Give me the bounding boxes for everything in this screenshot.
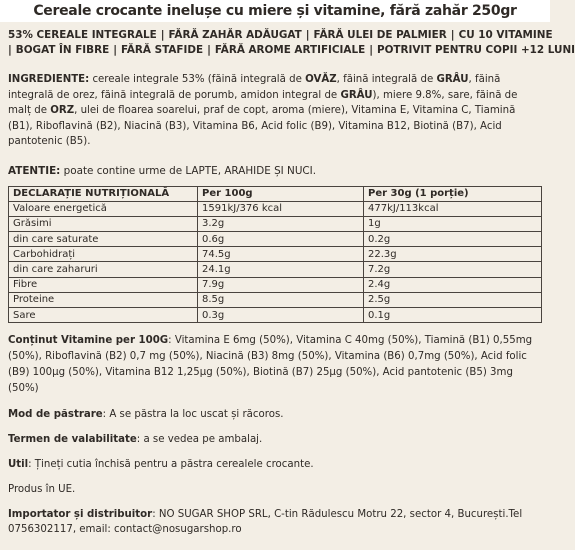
nutrition-header: DECLARAȚIE NUTRIȚIONALĂ bbox=[9, 186, 198, 201]
claims-line: 53% CEREALE INTEGRALE | FĂRĂ ZAHĂR ADĂUGAT | FĂRĂ ULEI DE PALMIER | CU 10 VITAMINE bbox=[8, 29, 553, 41]
usage-text: : Țineți cutia închisă pentru a păstra cerealele crocante. bbox=[28, 459, 314, 471]
claim: POTRIVIT PENTRU COPII +12 LUNI bbox=[376, 44, 575, 56]
nutrition-table bbox=[8, 186, 542, 324]
table-row bbox=[9, 262, 542, 277]
table-row bbox=[9, 247, 542, 262]
claim: FĂRĂ AROME ARTIFICIALE bbox=[214, 44, 366, 56]
nutrient-per-portion: 7.2g bbox=[364, 262, 542, 277]
claims-line: | BOGAT ÎN FIBRE | FĂRĂ STAFIDE | FĂRĂ AROME ARTIFICIALE | POTRIVIT PENTRU COPII +12 LUNI bbox=[8, 44, 575, 56]
claim: FĂRĂ ZAHĂR ADĂUGAT bbox=[168, 29, 302, 41]
validity-label: Termen de valabilitate bbox=[8, 434, 137, 446]
importer-info bbox=[8, 507, 542, 537]
importer-label: Importator și distribuitor bbox=[8, 509, 153, 521]
ingredients-allergen: ORZ bbox=[50, 105, 75, 116]
nutrient-per-100g: 74.5g bbox=[198, 247, 364, 262]
nutrient-name: Valoare energetică bbox=[9, 201, 198, 216]
nutrient-per-100g: 24.1g bbox=[198, 262, 364, 277]
nutrition-header-row bbox=[9, 186, 542, 201]
nutrient-per-100g: 0.6g bbox=[198, 232, 364, 247]
origin-info: Produs în UE. bbox=[8, 484, 76, 496]
nutrient-per-portion: 2.4g bbox=[364, 277, 542, 292]
allergen-text: poate contine urme de LAPTE, ARAHIDE ȘI NUCI. bbox=[60, 164, 317, 177]
table-row bbox=[9, 201, 542, 216]
ingredients-part: ), miere 9.8%, sare, făină de malț de bbox=[8, 89, 518, 116]
nutrient-name: Carbohidrați bbox=[9, 247, 198, 262]
claim: BOGAT ÎN FIBRE bbox=[15, 44, 110, 56]
ingredients-part: , făină integrală de bbox=[336, 74, 437, 85]
ingredients-allergen: OVĂZ bbox=[305, 74, 337, 85]
ingredients-allergen: GRÂU bbox=[340, 89, 373, 101]
claim: 53% CEREALE INTEGRALE bbox=[8, 29, 157, 41]
claim: CU 10 VITAMINE bbox=[458, 29, 553, 41]
storage-text: : A se păstra la loc uscat și răcoros. bbox=[102, 409, 284, 421]
ingredients-part: , făină integrală de orez, făină integrală de porumb, amidon integral de bbox=[8, 74, 501, 101]
validity-info bbox=[8, 432, 542, 447]
vitamin-content bbox=[8, 333, 542, 397]
nutrient-name: Fibre bbox=[9, 277, 198, 292]
nutrient-per-100g: 7.9g bbox=[198, 277, 364, 292]
nutrient-name: Proteine bbox=[9, 292, 198, 307]
product-title: Cereale crocante inelușe cu miere și vitamine, fără zahăr 250gr bbox=[33, 3, 517, 19]
nutrient-name: Grăsimi bbox=[9, 216, 198, 231]
nutrient-name: din care saturate bbox=[9, 232, 198, 247]
nutrition-header: Per 30g (1 porție) bbox=[364, 186, 542, 201]
vitamin-text: : Vitamina E 6mg (50%), Vitamina C 40mg (50%), Tiamină (B1) 0,55mg (50%), Riboflavină (B2) 0,7 mg (50%), Niacină (B3) 8mg (50%), Vitamina (B6) 0,7mg (50%), Acid folic (B9) 100μg (50%), Vitamina B12 1,25μg (50%), Biotină (B7) 25μg (50%), Acid pantotenic (B5) 3mg (50%) bbox=[8, 335, 533, 395]
nutrient-per-portion: 477kJ/113kcal bbox=[364, 201, 542, 216]
storage-info bbox=[8, 407, 542, 422]
claim: FĂRĂ STAFIDE bbox=[120, 44, 204, 56]
usage-tip bbox=[8, 457, 542, 472]
ingredients-part: cereale integrale 53% (făină integrală de bbox=[89, 74, 306, 85]
claim: FĂRĂ ULEI DE PALMIER bbox=[313, 29, 447, 41]
nutrient-per-portion: 22.3g bbox=[364, 247, 542, 262]
ingredients-allergen: GRÂU bbox=[436, 74, 469, 85]
ingredients-block bbox=[8, 72, 542, 150]
table-row bbox=[9, 308, 542, 323]
nutrient-per-portion: 2.5g bbox=[364, 292, 542, 307]
importer-text: : NO SUGAR SHOP SRL, C-tin Rădulescu Motru 22, sector 4, București.Tel 0756302117, email: contact@nosugarshop.ro bbox=[8, 509, 523, 536]
nutrition-header: Per 100g bbox=[198, 186, 364, 201]
table-row bbox=[9, 277, 542, 292]
storage-label: Mod de păstrare bbox=[8, 409, 103, 421]
allergen-label: ATENTIE: bbox=[8, 164, 61, 177]
ingredients-part: , ulei de floarea soarelui, praf de copt, aroma (miere), Vitamina E, Vitamina C, Tiamină (B1), Riboflavină (B2), Niacină (B3), Vitamina B6, Acid folic (B9), Vitamina B12, Biotină (B7), Acid pantotenic (B5). bbox=[8, 105, 516, 147]
allergen-warning bbox=[8, 164, 542, 178]
table-row bbox=[9, 216, 542, 231]
nutrient-per-portion: 0.1g bbox=[364, 308, 542, 323]
nutrient-per-portion: 1g bbox=[364, 216, 542, 231]
nutrient-per-portion: 0.2g bbox=[364, 232, 542, 247]
nutrient-per-100g: 3.2g bbox=[198, 216, 364, 231]
ingredients-label: INGREDIENTE: bbox=[8, 74, 90, 85]
usage-label: Util bbox=[8, 459, 29, 471]
nutrient-per-100g: 8.5g bbox=[198, 292, 364, 307]
table-row bbox=[9, 232, 542, 247]
nutrient-per-100g: 1591kJ/376 kcal bbox=[198, 201, 364, 216]
validity-text: : a se vedea pe ambalaj. bbox=[136, 434, 263, 446]
nutrient-name: Sare bbox=[9, 308, 198, 323]
nutrient-name: din care zaharuri bbox=[9, 262, 198, 277]
nutrient-per-100g: 0.3g bbox=[198, 308, 364, 323]
table-row bbox=[9, 292, 542, 307]
product-claims bbox=[8, 28, 575, 58]
vitamin-label: Conținut Vitamine per 100G bbox=[8, 335, 169, 347]
